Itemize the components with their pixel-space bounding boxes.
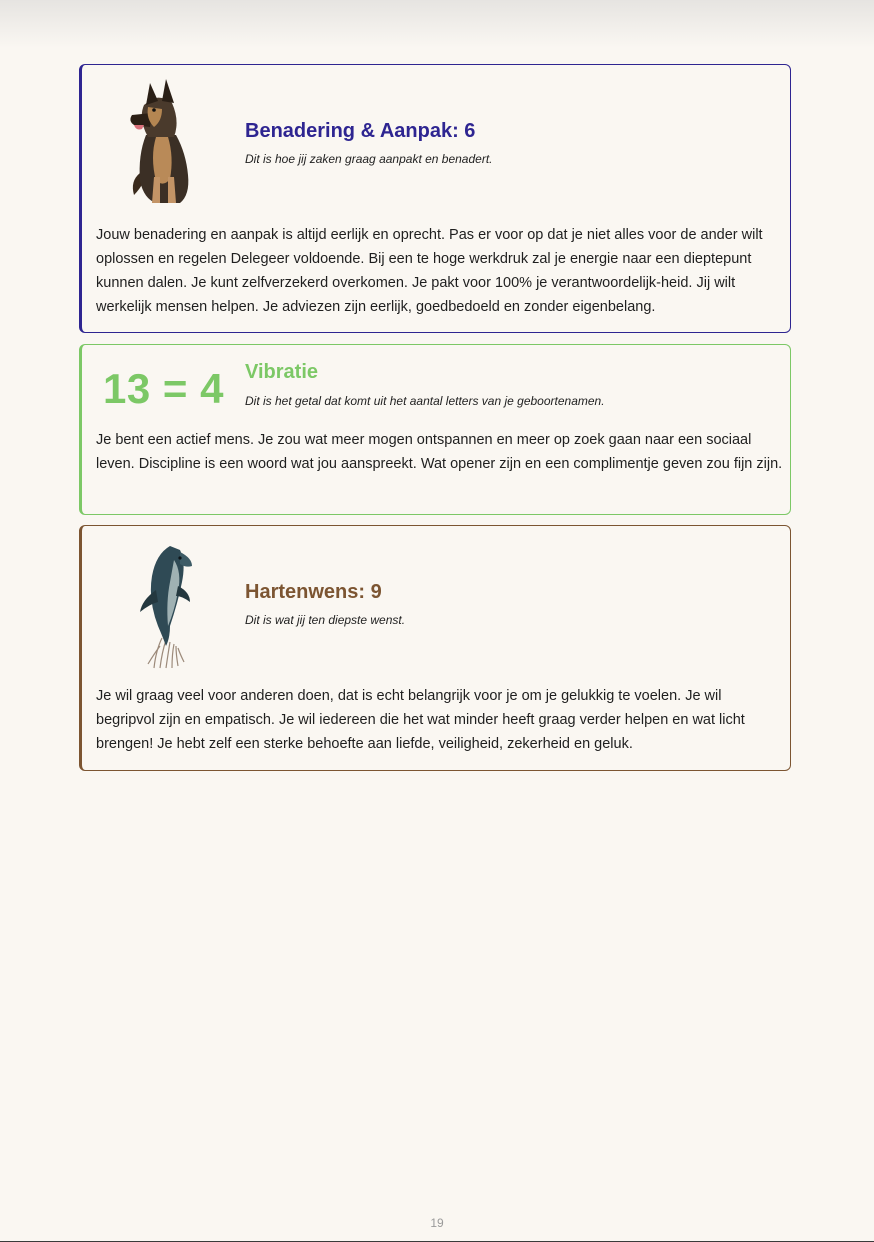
card-subtitle: Dit is het getal dat komt uit het aantal letters van je geboortenamen.: [245, 394, 605, 408]
card-subtitle: Dit is hoe jij zaken graag aanpakt en benadert.: [245, 152, 493, 166]
card-body: Jouw benadering en aanpak is altijd eerlijk en oprecht. Pas er voor op dat je niet alles voor de ander wilt oplossen en regelen Delegeer voldoende. Bij een te hoge werkdruk zal je energie naar een dieptepunt kunnen dalen. Je kunt zelfverzekerd overkomen. Je pakt voor 100% je verantwoordelijk-heid. Jij wilt werkelijk mensen helpen. Je adviezen zijn eerlijk, goedbedoeld en zonder eigenbelang.: [96, 227, 763, 315]
dolphin-icon: [136, 542, 196, 675]
card-body: Je wil graag veel voor anderen doen, dat is echt belangrijk voor je om je gelukkig te voelen. Je wil begripvol zijn en empatisch. Je wil iedereen die het wat minder heeft graag verder helpen en wat licht brengen! Je hebt zelf een sterke behoefte aan liefde, veiligheid, zekerheid en geluk.: [96, 688, 745, 752]
dog-icon: [126, 77, 198, 212]
hartenwens-card: [79, 525, 791, 771]
page-number: 19: [430, 1216, 444, 1230]
vibratie-card: [79, 344, 791, 515]
vibration-number: 13 = 4: [103, 365, 224, 412]
page-top-shadow: [0, 0, 874, 48]
card-title: Benadering & Aanpak: 6: [245, 120, 476, 142]
card-body: Je bent een actief mens. Je zou wat meer mogen ontspannen en meer op zoek gaan naar een sociaal leven. Discipline is een woord wat jou aanspreekt. Wat opener zijn en een complimentje geven zou fijn zijn.: [96, 432, 783, 472]
card-title: Vibratie: [245, 361, 318, 383]
card-title: Hartenwens: 9: [245, 581, 382, 603]
benadering-card: [79, 64, 791, 333]
card-subtitle: Dit is wat jij ten diepste wenst.: [245, 613, 406, 627]
